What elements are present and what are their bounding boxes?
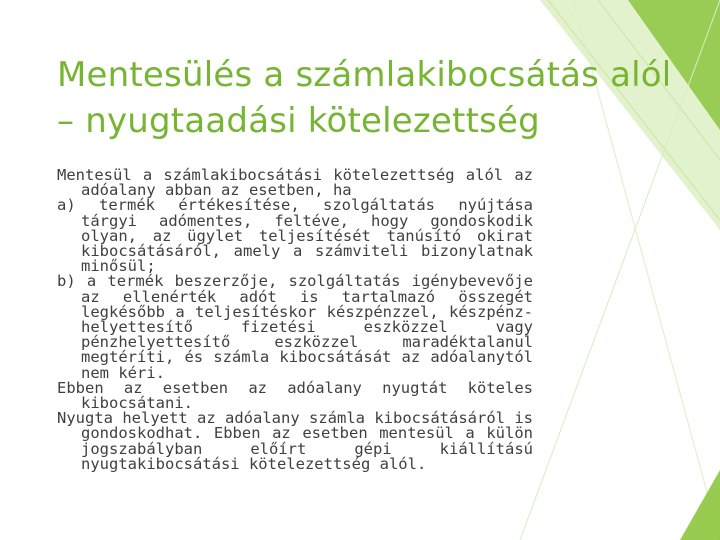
paragraph-item-b: b) a termék beszerzője, szolgáltatás igénybevevője az ellenérték adót is tartalmazó összegét legkésőbb a teljesítéskor készpénzzel, készpénz-helyettesítő fizetési eszközzel vagy pénzhelyettesítő eszközzel maradéktalanul megtéríti, és számla kibocsátását az adóalanytól nem kéri.: [57, 272, 533, 382]
slide-title: Mentesülés a számlakibocsátás alól – nyugtaadási kötelezettség: [57, 55, 672, 141]
paragraph-item-a: a) termék értékesítése, szolgáltatás nyújtása tárgyi adómentes, feltéve, hogy gondoskodik olyan, az ügylet teljesítését tanúsító okirat kibocsátásáról, amely a számviteli bizonylatnak minősül;: [57, 196, 533, 276]
paragraph-intro: Mentesül a számlakibocsátási kötelezettség alól az adóalany abban az esetben, ha: [57, 166, 533, 200]
paragraph-receipt-obligation: Ebben az esetben az adóalany nyugtát köteles kibocsátani.: [57, 378, 533, 413]
slide-body: [57, 168, 533, 472]
bottom-wedge: [680, 470, 720, 540]
paragraph-invoice-instead: Nyugta helyett az adóalany számla kibocsátásáról is gondoskodhat. Ebben az esetben mentesül a külön jogszabályban előírt gépi kiállítású nyugtakibocsátási kötelezettség alól.: [57, 409, 533, 473]
